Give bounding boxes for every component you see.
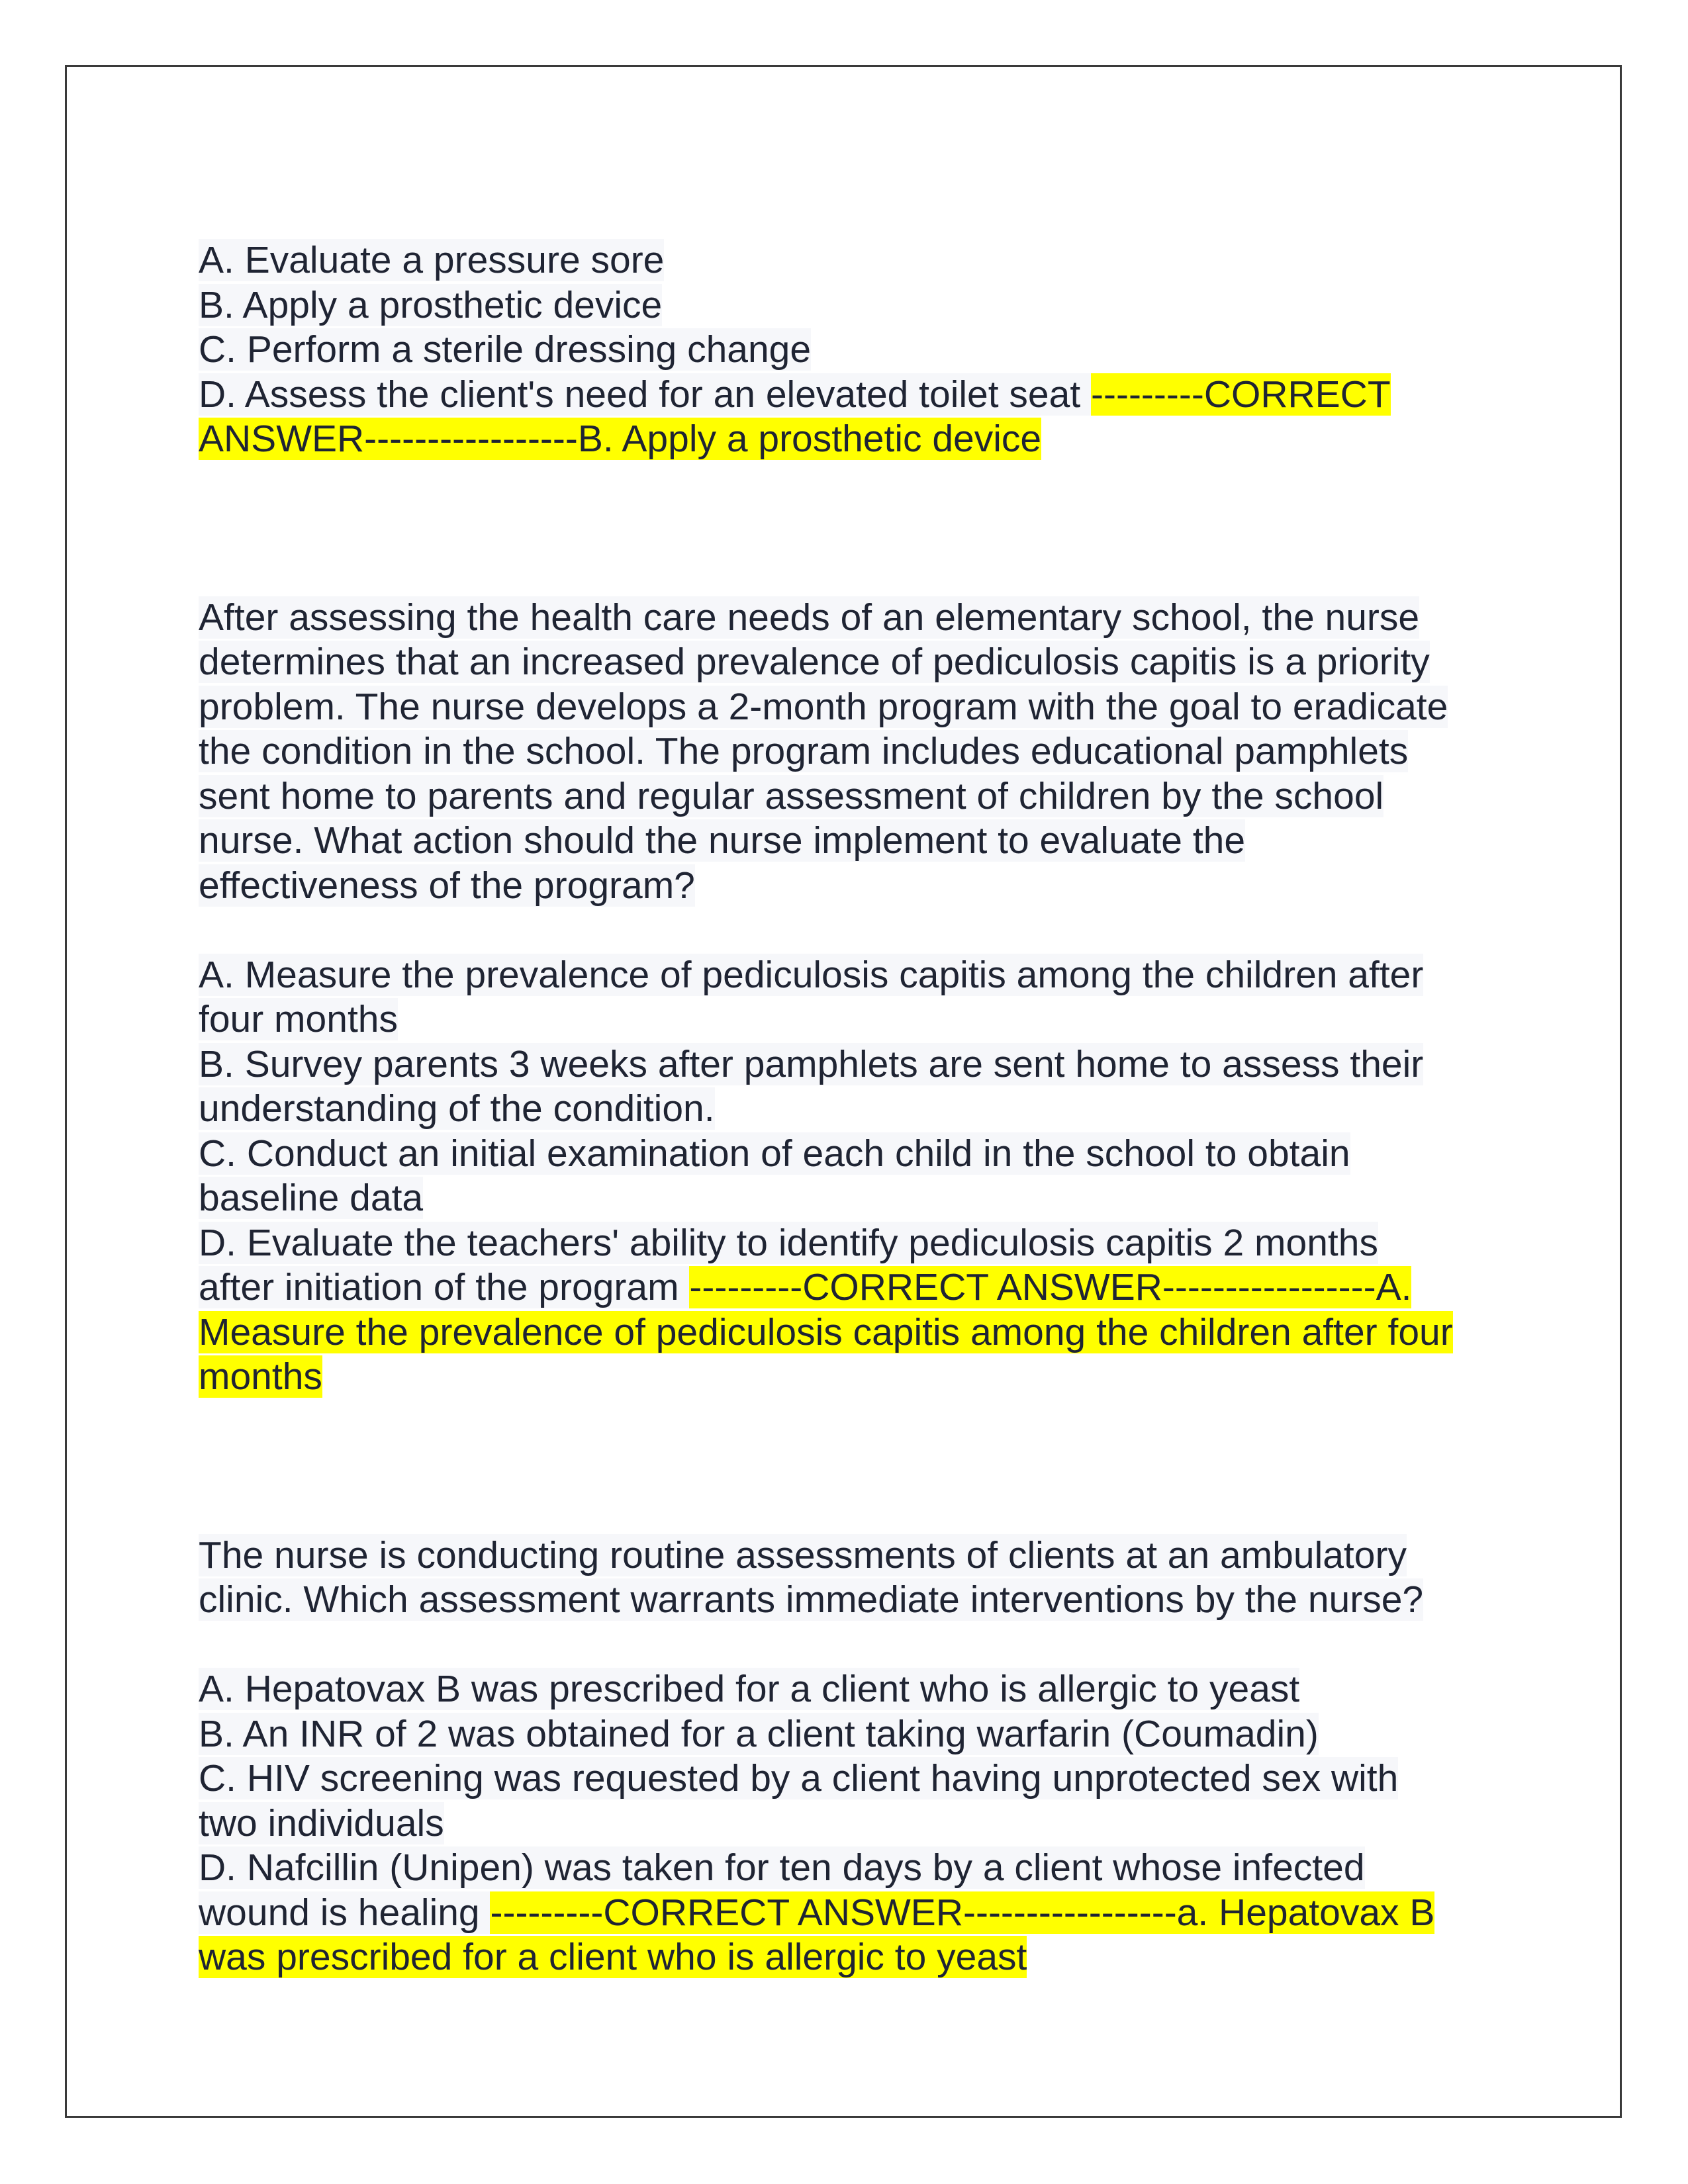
option-b: B. Apply a prosthetic device bbox=[199, 283, 663, 326]
stem-line: the condition in the school. The program includes educational pamphlets bbox=[199, 730, 1409, 772]
question-1 bbox=[199, 238, 1496, 462]
question-2 bbox=[199, 596, 1496, 1400]
document-content bbox=[199, 238, 1496, 1980]
option-d: D. Assess the client's need for an elevated toilet seat bbox=[199, 373, 1091, 416]
option-a: A. Hepatovax B was prescribed for a client who is allergic to yeast bbox=[199, 1668, 1300, 1710]
question-stem bbox=[199, 1533, 1496, 1623]
option-c-cont: baseline data bbox=[199, 1177, 424, 1219]
option-a-cont: four months bbox=[199, 998, 398, 1040]
correct-answer-text-cont: months bbox=[199, 1355, 322, 1398]
option-d-cont: wound is healing bbox=[199, 1891, 491, 1934]
option-b: B. An INR of 2 was obtained for a client taking warfarin (Coumadin) bbox=[199, 1712, 1319, 1755]
answer-options bbox=[199, 1667, 1496, 1980]
option-c: C. Perform a sterile dressing change bbox=[199, 328, 812, 371]
stem-line: After assessing the health care needs of an elementary school, the nurse bbox=[199, 596, 1420, 639]
stem-line: problem. The nurse develops a 2-month program with the goal to eradicate bbox=[199, 685, 1448, 728]
option-a: A. Evaluate a pressure sore bbox=[199, 239, 665, 281]
option-c: C. HIV screening was requested by a client having unprotected sex with bbox=[199, 1757, 1399, 1799]
correct-answer-text: was prescribed for a client who is allergic to yeast bbox=[199, 1936, 1027, 1978]
option-c: C. Conduct an initial examination of each child in the school to obtain bbox=[199, 1132, 1350, 1175]
answer-options bbox=[199, 953, 1496, 1400]
correct-answer-text: Measure the prevalence of pediculosis capitis among the children after four bbox=[199, 1310, 1453, 1353]
question-3 bbox=[199, 1533, 1496, 1980]
question-stem bbox=[199, 596, 1496, 909]
stem-line: sent home to parents and regular assessment of children by the school bbox=[199, 774, 1384, 817]
correct-answer-marker: ---------CORRECT bbox=[1091, 373, 1391, 416]
stem-line: clinic. Which assessment warrants immediate interventions by the nurse? bbox=[199, 1578, 1424, 1621]
option-d: D. Evaluate the teachers' ability to identify pediculosis capitis 2 months bbox=[199, 1221, 1378, 1264]
option-b: B. Survey parents 3 weeks after pamphlets are sent home to assess their bbox=[199, 1042, 1424, 1085]
stem-line: effectiveness of the program? bbox=[199, 864, 695, 907]
option-a: A. Measure the prevalence of pediculosis capitis among the children after bbox=[199, 953, 1424, 996]
stem-line: nurse. What action should the nurse implement to evaluate the bbox=[199, 819, 1246, 862]
correct-answer-marker: ---------CORRECT ANSWER-----------------A. bbox=[689, 1266, 1412, 1308]
option-d-cont: after initiation of the program bbox=[199, 1266, 690, 1308]
stem-line: determines that an increased prevalence of pediculosis capitis is a priority bbox=[199, 641, 1430, 683]
correct-answer-marker: ---------CORRECT ANSWER-----------------a. Hepatovax B bbox=[490, 1891, 1435, 1934]
correct-answer-text: ANSWER-----------------B. Apply a prosthetic device bbox=[199, 418, 1042, 460]
option-b-cont: understanding of the condition. bbox=[199, 1087, 715, 1130]
option-d: D. Nafcillin (Unipen) was taken for ten days by a client whose infected bbox=[199, 1846, 1365, 1889]
option-c-cont: two individuals bbox=[199, 1801, 444, 1844]
stem-line: The nurse is conducting routine assessments of clients at an ambulatory bbox=[199, 1533, 1407, 1576]
